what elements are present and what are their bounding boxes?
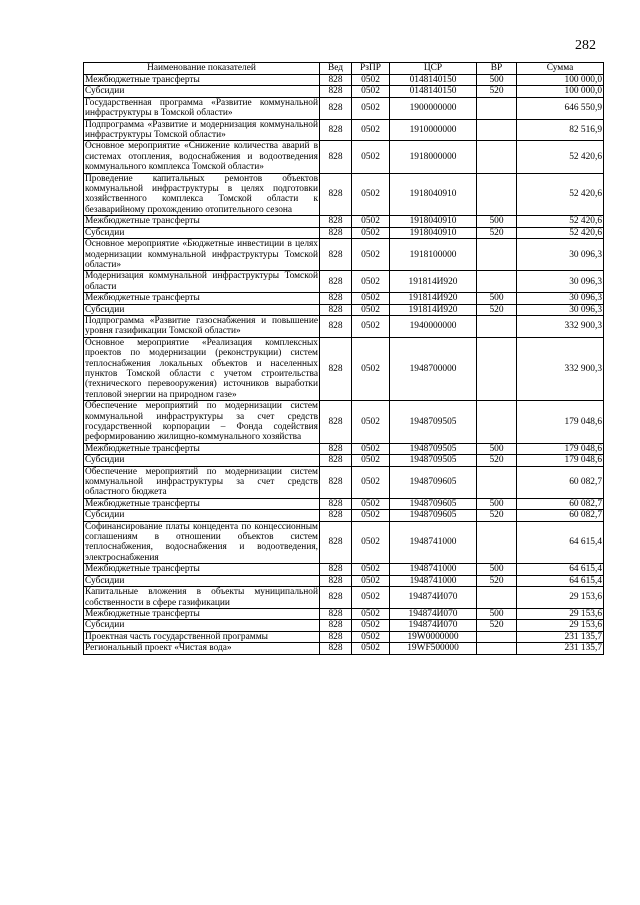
table-row (84, 620, 604, 631)
cell-ved: 828 (320, 271, 352, 293)
cell-name: Межбюджетные трансферты (84, 293, 320, 304)
cell-csr: 191814И920 (390, 293, 477, 304)
cell-name: Межбюджетные трансферты (84, 564, 320, 575)
cell-rzpr: 0502 (352, 564, 390, 575)
table-row (84, 216, 604, 227)
cell-vr (477, 401, 517, 444)
cell-rzpr: 0502 (352, 575, 390, 586)
cell-ved: 828 (320, 587, 352, 609)
cell-ved: 828 (320, 608, 352, 619)
cell-rzpr: 0502 (352, 216, 390, 227)
table-row (84, 173, 604, 216)
cell-csr: 191814И920 (390, 304, 477, 315)
table-row (84, 227, 604, 238)
cell-vr: 500 (477, 564, 517, 575)
table-row (84, 315, 604, 337)
table-body (84, 75, 604, 655)
header-vr: ВР (477, 63, 517, 75)
cell-vr: 500 (477, 498, 517, 509)
cell-sum: 64 615,4 (517, 575, 604, 586)
table-row (84, 271, 604, 293)
cell-name: Субсидии (84, 227, 320, 238)
cell-rzpr: 0502 (352, 620, 390, 631)
cell-ved: 828 (320, 498, 352, 509)
cell-vr (477, 141, 517, 173)
cell-csr: 1948741000 (390, 521, 477, 564)
cell-sum: 64 615,4 (517, 564, 604, 575)
cell-csr: 1900000000 (390, 97, 477, 119)
cell-ved: 828 (320, 337, 352, 400)
cell-rzpr: 0502 (352, 141, 390, 173)
cell-vr: 500 (477, 293, 517, 304)
table-row (84, 510, 604, 521)
cell-ved: 828 (320, 510, 352, 521)
cell-vr (477, 239, 517, 271)
table-row (84, 293, 604, 304)
header-name: Наименование показателей (84, 63, 320, 75)
cell-vr: 520 (477, 510, 517, 521)
table-row (84, 455, 604, 466)
header-rzpr: РзПР (352, 63, 390, 75)
cell-vr (477, 271, 517, 293)
cell-ved: 828 (320, 575, 352, 586)
cell-name: Подпрограмма «Развитие и модернизация коммунальной инфраструктуры Томской области» (85, 119, 318, 141)
cell-vr: 520 (477, 620, 517, 631)
cell-vr (477, 97, 517, 119)
cell-name: Капитальные вложения в объекты муниципальной собственности в сфере газификации (85, 587, 318, 608)
cell-name: Основное мероприятие «Снижение количества аварий в системах отопления, водоснабжения и водоотведения коммунального комплекса Томской области» (85, 141, 318, 173)
table-row (84, 304, 604, 315)
cell-rzpr: 0502 (352, 608, 390, 619)
cell-csr: 1918100000 (390, 239, 477, 271)
cell-rzpr: 0502 (352, 455, 390, 466)
cell-csr: 0148140150 (390, 75, 477, 86)
cell-csr: 1940000000 (390, 315, 477, 337)
cell-sum: 100 000,0 (517, 75, 604, 86)
cell-csr: 1948709605 (390, 466, 477, 498)
table-row (84, 466, 604, 498)
cell-sum: 29 153,6 (517, 620, 604, 631)
cell-ved: 828 (320, 443, 352, 454)
cell-vr: 500 (477, 443, 517, 454)
cell-rzpr: 0502 (352, 466, 390, 498)
cell-name: Основное мероприятие «Бюджетные инвестиции в целях модернизации коммунальной инфраструктуры Томской области» (85, 239, 318, 270)
cell-csr: 1918040910 (390, 216, 477, 227)
cell-vr (477, 315, 517, 337)
cell-sum: 231 135,7 (517, 643, 604, 654)
cell-csr: 19WF500000 (390, 643, 477, 654)
cell-ved: 828 (320, 227, 352, 238)
cell-name: Субсидии (84, 620, 320, 631)
cell-sum: 30 096,3 (517, 239, 604, 271)
cell-rzpr: 0502 (352, 86, 390, 97)
cell-rzpr: 0502 (352, 631, 390, 642)
cell-csr: 1910000000 (390, 119, 477, 141)
cell-csr: 1948700000 (390, 337, 477, 400)
table-row (84, 239, 604, 271)
cell-sum: 60 082,7 (517, 466, 604, 498)
cell-vr: 520 (477, 304, 517, 315)
table-row (84, 75, 604, 86)
cell-csr: 1918040910 (390, 227, 477, 238)
cell-csr: 194874И070 (390, 587, 477, 609)
table-row (84, 97, 604, 119)
cell-name: Основное мероприятие «Реализация комплексных проектов по модернизации (реконструкции) систем теплоснабжения локальных объектов и населенных пунктов Томской области с учетом строительства (технического перевооружения) источников выработки тепловой энергии на природном газе» (85, 337, 318, 400)
cell-sum: 52 420,6 (517, 173, 604, 216)
cell-csr: 194874И070 (390, 620, 477, 631)
cell-csr: 1948741000 (390, 575, 477, 586)
cell-rzpr: 0502 (352, 293, 390, 304)
table-row (84, 141, 604, 173)
cell-rzpr: 0502 (352, 521, 390, 564)
cell-vr (477, 631, 517, 642)
cell-sum: 52 420,6 (517, 141, 604, 173)
cell-csr: 1948709505 (390, 401, 477, 444)
cell-ved: 828 (320, 631, 352, 642)
cell-rzpr: 0502 (352, 271, 390, 293)
table-row (84, 498, 604, 509)
cell-csr: 0148140150 (390, 86, 477, 97)
cell-sum: 82 516,9 (517, 119, 604, 141)
cell-vr: 520 (477, 86, 517, 97)
cell-rzpr: 0502 (352, 173, 390, 216)
table-row (84, 337, 604, 400)
cell-sum: 29 153,6 (517, 608, 604, 619)
table-row (84, 86, 604, 97)
cell-ved: 828 (320, 141, 352, 173)
cell-csr: 19W0000000 (390, 631, 477, 642)
cell-csr: 1948709505 (390, 443, 477, 454)
cell-sum: 332 900,3 (517, 337, 604, 400)
cell-sum: 64 615,4 (517, 521, 604, 564)
table-row (84, 564, 604, 575)
cell-ved: 828 (320, 75, 352, 86)
cell-name: Субсидии (84, 455, 320, 466)
cell-vr (477, 466, 517, 498)
cell-ved: 828 (320, 564, 352, 575)
cell-rzpr: 0502 (352, 337, 390, 400)
cell-ved: 828 (320, 239, 352, 271)
cell-vr: 520 (477, 575, 517, 586)
cell-sum: 52 420,6 (517, 216, 604, 227)
cell-rzpr: 0502 (352, 304, 390, 315)
table-row (84, 521, 604, 564)
cell-vr (477, 587, 517, 609)
cell-csr: 194874И070 (390, 608, 477, 619)
cell-csr: 1948709605 (390, 498, 477, 509)
cell-sum: 646 550,9 (517, 97, 604, 119)
cell-rzpr: 0502 (352, 119, 390, 141)
table-header-row (84, 63, 604, 75)
cell-rzpr: 0502 (352, 401, 390, 444)
cell-vr: 520 (477, 455, 517, 466)
table-row (84, 443, 604, 454)
cell-rzpr: 0502 (352, 239, 390, 271)
cell-sum: 52 420,6 (517, 227, 604, 238)
cell-sum: 29 153,6 (517, 587, 604, 609)
cell-ved: 828 (320, 86, 352, 97)
cell-vr: 500 (477, 216, 517, 227)
cell-sum: 100 000,0 (517, 86, 604, 97)
cell-name: Государственная программа «Развитие коммунальной инфраструктуры в Томской области» (85, 97, 318, 119)
cell-ved: 828 (320, 119, 352, 141)
table-row (84, 119, 604, 141)
cell-name: Межбюджетные трансферты (84, 75, 320, 86)
cell-sum: 179 048,6 (517, 455, 604, 466)
cell-name: Софинансирование платы концедента по концессионным соглашениям в отношении объектов систем теплоснабжения, водоснабжения и водоотведения, электроснабжения (85, 521, 318, 563)
table-row (84, 575, 604, 586)
header-sum: Сумма (517, 63, 604, 75)
cell-sum: 60 082,7 (517, 498, 604, 509)
cell-sum: 30 096,3 (517, 293, 604, 304)
cell-rzpr: 0502 (352, 75, 390, 86)
cell-vr (477, 173, 517, 216)
cell-ved: 828 (320, 304, 352, 315)
cell-sum: 231 135,7 (517, 631, 604, 642)
cell-csr: 191814И920 (390, 271, 477, 293)
cell-ved: 828 (320, 643, 352, 654)
header-csr: ЦСР (390, 63, 477, 75)
cell-rzpr: 0502 (352, 510, 390, 521)
cell-name: Межбюджетные трансферты (84, 443, 320, 454)
cell-sum: 332 900,3 (517, 315, 604, 337)
table-row (84, 608, 604, 619)
cell-csr: 1948709505 (390, 455, 477, 466)
cell-name: Субсидии (84, 86, 320, 97)
cell-ved: 828 (320, 521, 352, 564)
cell-vr (477, 119, 517, 141)
cell-csr: 1918000000 (390, 141, 477, 173)
cell-rzpr: 0502 (352, 498, 390, 509)
cell-csr: 1918040910 (390, 173, 477, 216)
cell-ved: 828 (320, 173, 352, 216)
cell-ved: 828 (320, 216, 352, 227)
cell-sum: 179 048,6 (517, 401, 604, 444)
cell-ved: 828 (320, 620, 352, 631)
page-number: 282 (575, 38, 596, 53)
cell-rzpr: 0502 (352, 443, 390, 454)
cell-name: Обеспечение мероприятий по модернизации систем коммунальной инфраструктуры за счет средств областного бюджета (85, 466, 318, 498)
cell-name: Межбюджетные трансферты (84, 608, 320, 619)
cell-name: Субсидии (84, 575, 320, 586)
table-row (84, 631, 604, 642)
cell-rzpr: 0502 (352, 587, 390, 609)
cell-sum: 60 082,7 (517, 510, 604, 521)
table-row (84, 587, 604, 609)
cell-rzpr: 0502 (352, 315, 390, 337)
cell-ved: 828 (320, 315, 352, 337)
cell-csr: 1948709605 (390, 510, 477, 521)
cell-sum: 30 096,3 (517, 271, 604, 293)
table-row (84, 401, 604, 444)
cell-name: Межбюджетные трансферты (84, 216, 320, 227)
cell-name: Проектная часть государственной программы (84, 631, 320, 642)
cell-name: Проведение капитальных ремонтов объектов коммунальной инфраструктуры в целях подготовки хозяйственного комплекса Томской области к безаварийному прохождению отопительного сезона (85, 173, 318, 215)
cell-vr (477, 337, 517, 400)
cell-rzpr: 0502 (352, 97, 390, 119)
cell-ved: 828 (320, 97, 352, 119)
cell-ved: 828 (320, 455, 352, 466)
cell-name: Субсидии (84, 510, 320, 521)
table-row (84, 643, 604, 654)
cell-vr (477, 521, 517, 564)
cell-ved: 828 (320, 466, 352, 498)
cell-csr: 1948741000 (390, 564, 477, 575)
cell-ved: 828 (320, 293, 352, 304)
cell-ved: 828 (320, 401, 352, 444)
cell-sum: 179 048,6 (517, 443, 604, 454)
cell-rzpr: 0502 (352, 227, 390, 238)
cell-name: Субсидии (84, 304, 320, 315)
cell-name: Обеспечение мероприятий по модернизации систем коммунальной инфраструктуры за счет средств государственной корпорации – Фонда содействия реформированию жилищно-коммунального хозяйства (85, 401, 318, 443)
cell-sum: 30 096,3 (517, 304, 604, 315)
cell-vr: 500 (477, 75, 517, 86)
cell-name: Межбюджетные трансферты (84, 498, 320, 509)
cell-name: Модернизация коммунальной инфраструктуры Томской области (85, 271, 318, 292)
cell-vr (477, 643, 517, 654)
cell-vr: 500 (477, 608, 517, 619)
cell-name: Региональный проект «Чистая вода» (84, 643, 320, 654)
cell-name: Подпрограмма «Развитие газоснабжения и повышение уровня газификации Томской области» (85, 315, 318, 337)
header-ved: Вед (320, 63, 352, 75)
cell-vr: 520 (477, 227, 517, 238)
cell-rzpr: 0502 (352, 643, 390, 654)
budget-table (83, 62, 604, 655)
